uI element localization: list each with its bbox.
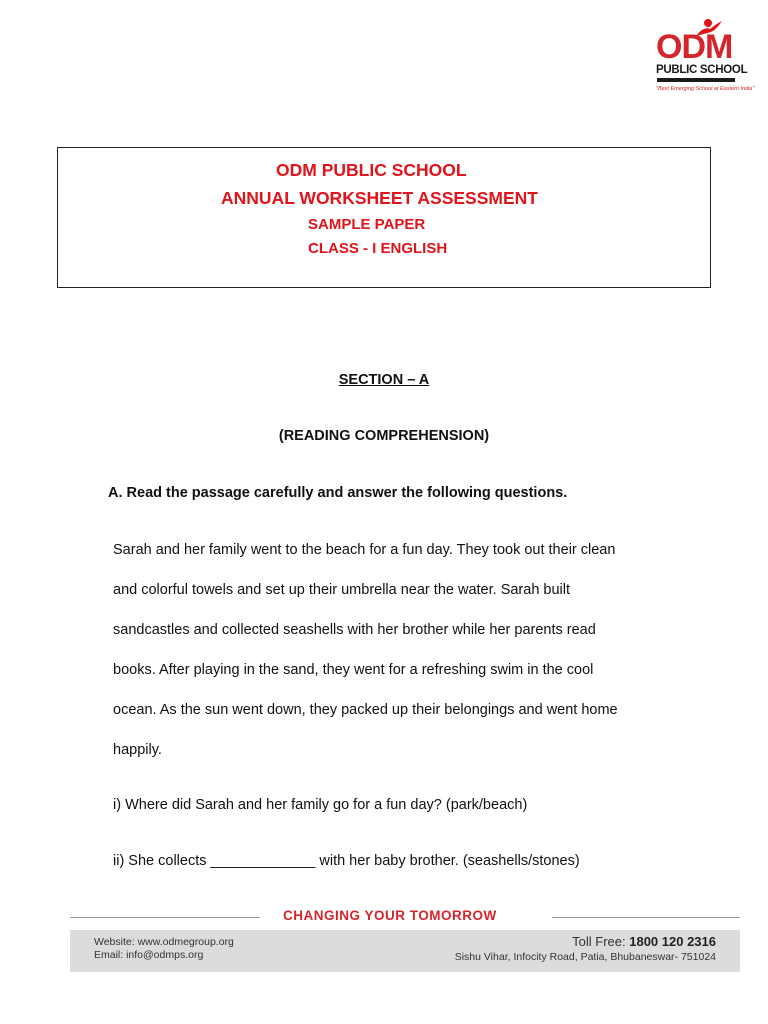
footer-divider-right <box>552 917 740 918</box>
logo-subtitle: PUBLIC SCHOOL <box>656 64 748 76</box>
footer-divider-left <box>70 917 260 918</box>
school-name: ODM PUBLIC SCHOOL <box>276 160 467 180</box>
school-logo <box>652 18 755 96</box>
footer-website: Website: www.odmegroup.org <box>94 936 234 948</box>
assessment-title: ANNUAL WORKSHEET ASSESSMENT <box>221 188 538 208</box>
header-box <box>57 147 711 288</box>
question-1: i) Where did Sarah and her family go for a fun day? (park/beach) <box>113 797 528 813</box>
footer-tollfree <box>455 934 716 950</box>
question-2: ii) She collects _____________ with her baby brother. (seashells/stones) <box>113 853 580 869</box>
toll-free-label: Toll Free: <box>572 934 626 949</box>
footer-slogan: CHANGING YOUR TOMORROW <box>283 908 497 923</box>
section-subtitle: (READING COMPREHENSION) <box>278 428 490 444</box>
footer-address: Sishu Vihar, Infocity Road, Patia, Bhubaneswar- 751024 <box>454 951 716 963</box>
passage-line: Sarah and her family went to the beach for a fun day. They took out their clean <box>113 542 616 558</box>
class-subject: CLASS - I ENGLISH <box>308 240 448 257</box>
logo-tagline: "Best Emerging School at Eastern India" <box>656 86 755 92</box>
toll-free-number: 1800 120 2316 <box>629 934 716 949</box>
footer-info <box>455 934 716 964</box>
passage-line: ocean. As the sun went down, they packed up their belongings and went home <box>113 702 618 718</box>
logo-brand: ODM <box>656 28 733 66</box>
footer-contact <box>94 936 234 962</box>
passage-line: happily. <box>113 742 162 758</box>
passage-line: sandcastles and collected seashells with her brother while her parents read <box>113 622 596 638</box>
passage-line: books. After playing in the sand, they went for a refreshing swim in the cool <box>113 662 594 678</box>
passage-line: and colorful towels and set up their umbrella near the water. Sarah built <box>113 582 571 598</box>
section-title: SECTION – A <box>338 372 430 388</box>
paper-title: SAMPLE PAPER <box>308 216 426 233</box>
footer-bar <box>70 930 740 972</box>
instruction: A. Read the passage carefully and answer the following questions. <box>108 485 568 501</box>
passage <box>113 540 693 780</box>
logo-divider <box>657 78 735 82</box>
footer-email: Email: info@odmps.org <box>94 949 204 961</box>
